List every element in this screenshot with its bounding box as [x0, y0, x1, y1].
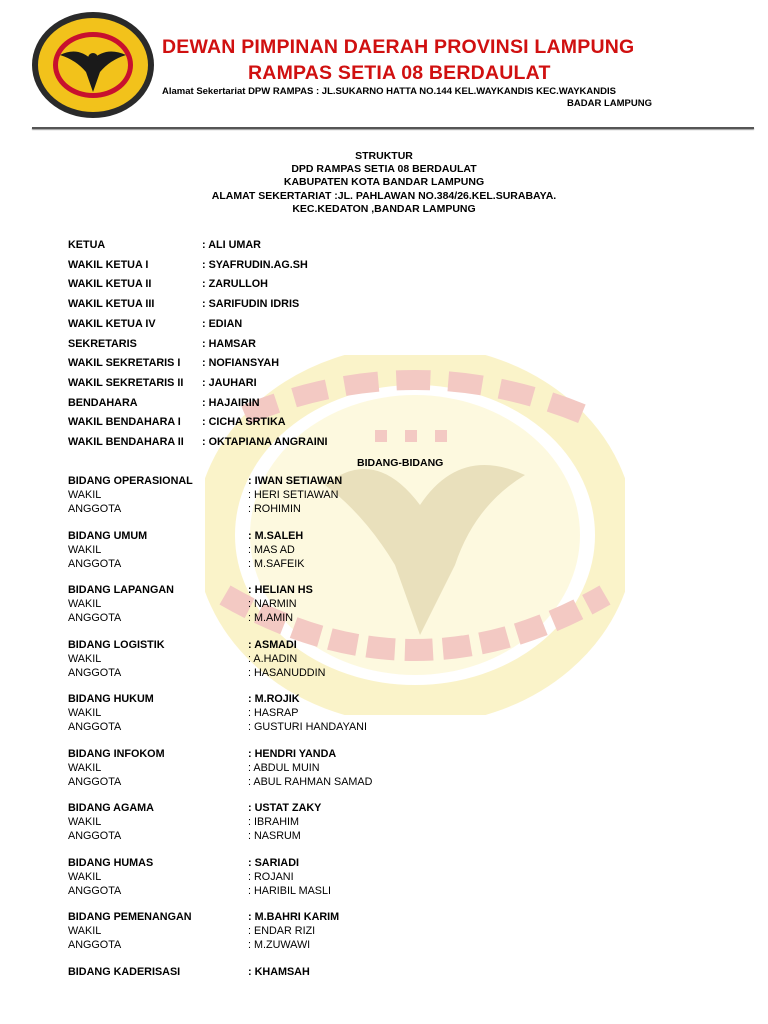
officer-name: : JAUHARI: [202, 376, 257, 389]
division-deputy-label: WAKIL: [68, 761, 102, 774]
division-member-label: ANGGOTA: [68, 830, 122, 842]
division-deputy: : ENDAR RIZI: [248, 925, 316, 937]
division-deputy: : NARMIN: [248, 598, 297, 610]
division-deputy-label: WAKIL: [68, 652, 102, 665]
division-name: BIDANG UMUM: [68, 529, 148, 542]
officer-name: : ALI UMAR: [202, 239, 261, 251]
officer-name: : SARIFUDIN IDRIS: [202, 298, 300, 311]
division-deputy: : ABDUL MUIN: [248, 761, 320, 774]
division-name: BIDANG HUKUM: [68, 693, 154, 705]
division-head: : ASMADI: [248, 638, 297, 651]
officer-role: WAKIL BENDAHARA II: [68, 436, 184, 448]
division-deputy-label: WAKIL: [68, 489, 102, 501]
division-member: : M.AMIN: [248, 612, 293, 624]
officer-name: : EDIAN: [202, 317, 243, 330]
heading-line2: DPD RAMPAS SETIA 08 BERDAULAT: [291, 163, 477, 176]
heading-line1: STRUKTUR: [355, 150, 413, 162]
division-head: : M.BAHRI KARIM: [248, 911, 340, 923]
heading-line5: KEC.KEDATON ,BANDAR LAMPUNG: [292, 202, 476, 215]
division-head: : M.SALEH: [248, 529, 304, 542]
division-head: : HELIAN HS: [248, 584, 313, 596]
division-deputy: : HASRAP: [248, 707, 299, 719]
division-name: BIDANG OPERASIONAL: [68, 475, 193, 487]
division-member: : GUSTURI HANDAYANI: [248, 721, 367, 733]
division-member-label: ANGGOTA: [68, 884, 122, 897]
officer-name: : HAMSAR: [202, 337, 256, 350]
division-member: : NASRUM: [248, 830, 301, 842]
division-name: BIDANG LAPANGAN: [68, 584, 174, 596]
division-member: : M.SAFEIK: [248, 557, 305, 570]
division-member: : HARIBIL MASLI: [248, 884, 332, 897]
address-line1: Alamat Sekertariat DPW RAMPAS : JL.SUKARNO HATTA NO.144 KEL.WAYKANDIS KEC.WAYKANDIS: [162, 86, 616, 97]
officer-role: SEKRETARIS: [68, 337, 137, 350]
division-member: : ROHIMIN: [248, 503, 301, 515]
rampas-logo: [30, 10, 156, 120]
officer-role: WAKIL KETUA IV: [68, 317, 156, 330]
officer-name: : ZARULLOH: [202, 278, 268, 291]
division-member: : M.ZUWAWI: [248, 939, 311, 951]
division-member-label: ANGGOTA: [68, 666, 122, 679]
division-deputy: : HERI SETIAWAN: [248, 489, 339, 501]
division-name: BIDANG AGAMA: [68, 802, 154, 814]
officer-role: WAKIL SEKRETARIS I: [68, 357, 181, 370]
division-deputy: : ROJANI: [248, 870, 294, 883]
secretariat-address: [162, 86, 702, 110]
division-deputy-label: WAKIL: [68, 598, 102, 610]
header-title-line2: RAMPAS SETIA 08 BERDAULAT: [248, 62, 551, 84]
document-heading: [0, 150, 768, 216]
heading-line4: ALAMAT SEKERTARIAT :JL. PAHLAWAN NO.384/26.KEL.SURABAYA.: [211, 189, 557, 202]
officer-role: WAKIL KETUA I: [68, 258, 149, 271]
division-member-label: ANGGOTA: [68, 503, 122, 515]
officer-name: : NOFIANSYAH: [202, 357, 279, 370]
officer-name: : SYAFRUDIN.AG.SH: [202, 258, 308, 271]
division-name: BIDANG PEMENANGAN: [68, 911, 192, 923]
division-name: BIDANG LOGISTIK: [68, 638, 165, 651]
division-member-label: ANGGOTA: [68, 721, 122, 733]
officer-name: : CICHA SRTIKA: [202, 416, 286, 429]
officer-role: KETUA: [68, 239, 106, 251]
officer-role: WAKIL KETUA III: [68, 298, 155, 311]
division-name: BIDANG KADERISASI: [68, 965, 181, 978]
division-deputy: : MAS AD: [248, 543, 295, 556]
division-deputy-label: WAKIL: [68, 816, 102, 828]
division-deputy: : IBRAHIM: [248, 816, 299, 828]
heading-line3: KABUPATEN KOTA BANDAR LAMPUNG: [283, 176, 485, 189]
header-title-line1: DEWAN PIMPINAN DAERAH PROVINSI LAMPUNG: [162, 36, 635, 58]
division-member-label: ANGGOTA: [68, 939, 122, 951]
division-member-label: ANGGOTA: [68, 557, 122, 570]
division-head: : IWAN SETIAWAN: [248, 475, 343, 487]
bidang-heading: BIDANG-BIDANG: [357, 457, 444, 469]
division-name: BIDANG INFOKOM: [68, 747, 165, 760]
division-head: : USTAT ZAKY: [248, 802, 322, 814]
division-deputy-label: WAKIL: [68, 707, 102, 719]
address-line2: BADAR LAMPUNG: [567, 98, 652, 109]
officer-role: WAKIL BENDAHARA I: [68, 416, 181, 429]
division-deputy-label: WAKIL: [68, 543, 102, 556]
division-member: : HASANUDDIN: [248, 666, 326, 679]
header-divider: [32, 127, 754, 129]
division-head: : SARIADI: [248, 856, 299, 869]
division-head: : HENDRI YANDA: [248, 747, 337, 760]
division-member-label: ANGGOTA: [68, 775, 122, 788]
division-name: BIDANG HUMAS: [68, 856, 154, 869]
officer-role: WAKIL KETUA II: [68, 278, 152, 291]
division-deputy: : A.HADIN: [248, 652, 298, 665]
officer-role: WAKIL SEKRETARIS II: [68, 376, 184, 389]
division-deputy-label: WAKIL: [68, 870, 102, 883]
division-deputy-label: WAKIL: [68, 925, 102, 937]
division-member: : ABUL RAHMAN SAMAD: [248, 775, 373, 788]
division-member-label: ANGGOTA: [68, 612, 122, 624]
officer-name: : HAJAIRIN: [202, 396, 260, 409]
officer-role: BENDAHARA: [68, 396, 138, 409]
division-head: : M.ROJIK: [248, 693, 300, 705]
division-head: : KHAMSAH: [248, 965, 310, 978]
officer-name: : OKTAPIANA ANGRAINI: [202, 436, 328, 448]
